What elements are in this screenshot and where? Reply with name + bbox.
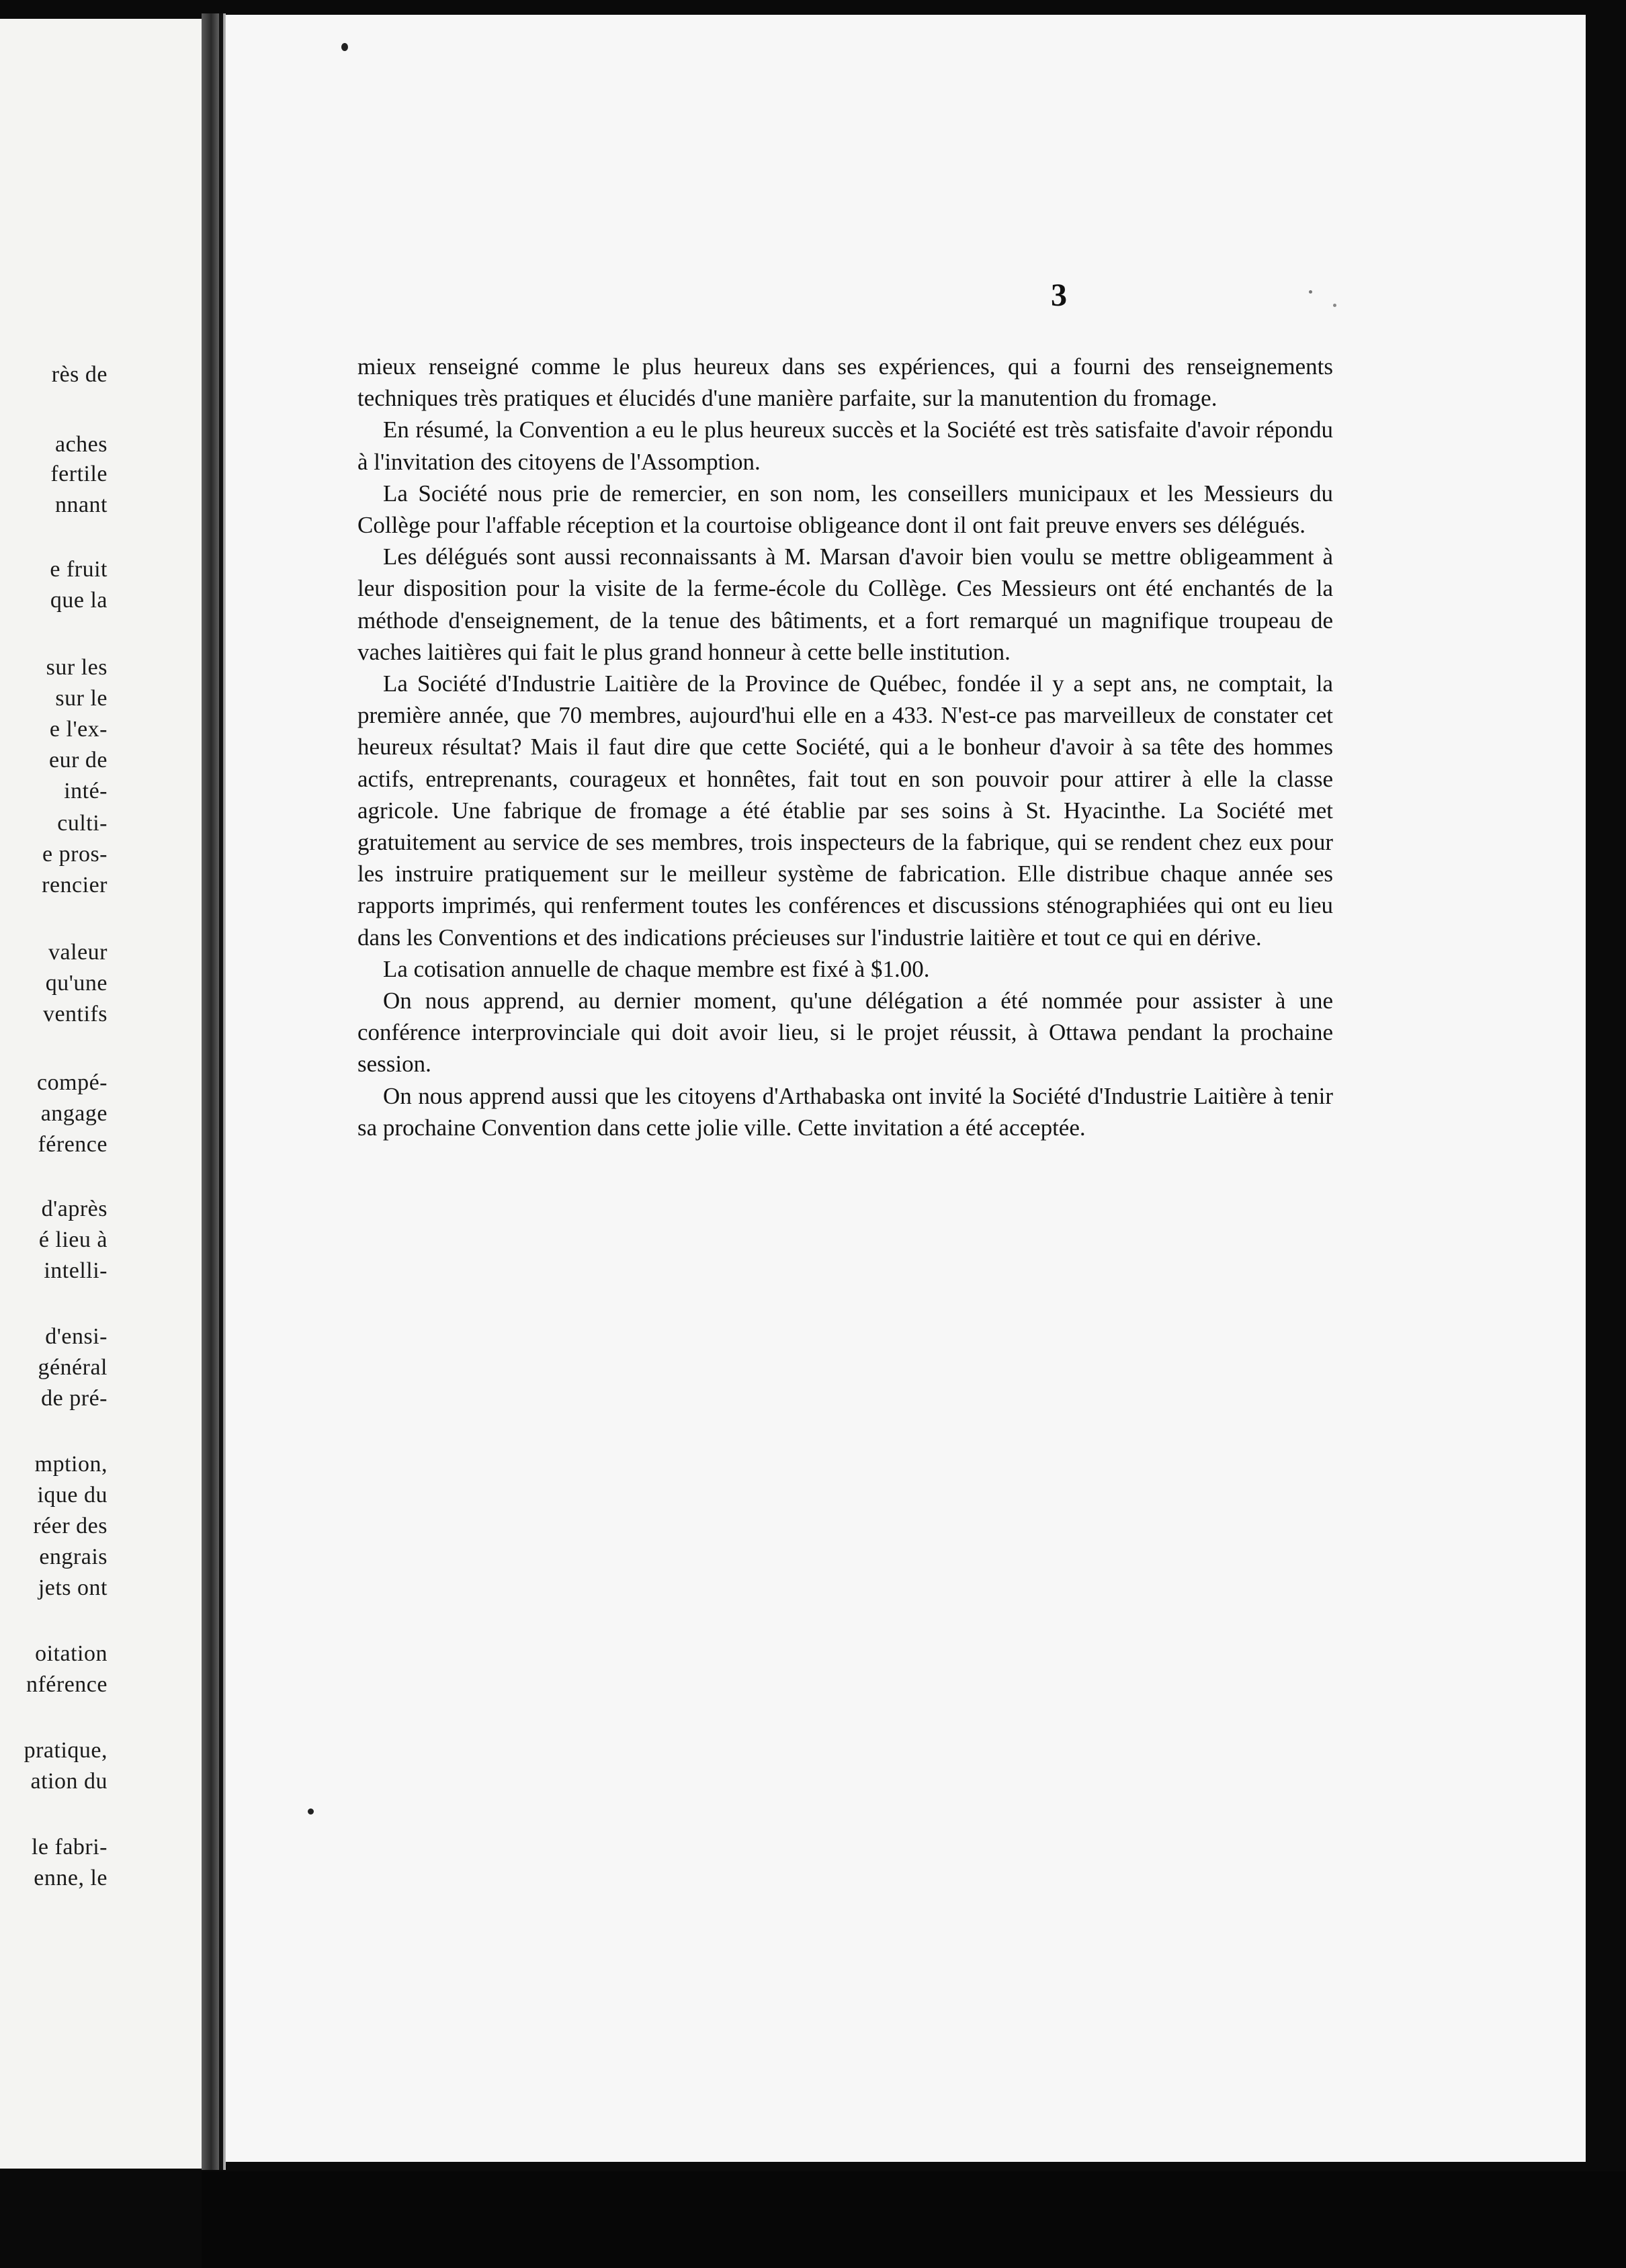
scan-speck	[1309, 290, 1312, 294]
paragraph: La Société nous prie de remercier, en son nom, les conseillers municipaux et les Messieurs du Collège pour l'affable réception et la courtoise obligeance dont il ont fait preuve envers ses délégués.	[357, 480, 1333, 539]
facing-page-line: e fruit	[50, 557, 108, 582]
paragraph: En résumé, la Convention a eu le plus heureux succès et la Société est très satisfaite d'avoir répondu à l'invitation des citoyens de l'Assomption.	[357, 417, 1333, 475]
paragraph: La cotisation annuelle de chaque membre est fixé à $1.00.	[383, 955, 930, 982]
facing-page-line: pratique,	[24, 1738, 108, 1763]
document-page	[226, 15, 1586, 2162]
facing-page-line: e pros-	[42, 842, 108, 867]
facing-page	[0, 19, 202, 2169]
facing-page-line: compé-	[37, 1070, 108, 1095]
scan-speck	[1333, 304, 1336, 307]
facing-page-line: sur les	[46, 655, 108, 680]
paragraph: mieux renseigné comme le plus heureux dans ses expériences, qui a fourni des renseignements techniques très pratiques et élucidés d'une manière parfaite, sur la manutention du fromage.	[357, 353, 1333, 412]
facing-page-line: intelli-	[44, 1258, 108, 1283]
facing-page-line: ventifs	[42, 1002, 108, 1027]
facing-page-line: férence	[38, 1132, 108, 1157]
facing-page-line: réer des	[33, 1514, 108, 1538]
facing-page-line: inté-	[64, 779, 108, 803]
page-bottom-edge	[202, 2171, 1626, 2268]
facing-page-line: ation du	[30, 1769, 108, 1794]
paragraph: On nous apprend aussi que les citoyens d'Arthabaska ont invité la Société d'Industrie Laitière à tenir sa prochaine Convention dans cette jolie ville. Cette invitation a été acceptée.	[357, 1082, 1333, 1141]
facing-page-line: oitation	[35, 1641, 108, 1666]
paragraph: La Société d'Industrie Laitière de la Province de Québec, fondée il y a sept ans, ne comptait, la première année, que 70 membres, aujourd'hui elle en a 433. N'est-ce pas marveilleux de constater cet heureux résultat? Mais il faut dire que cette Société, qui a le bonheur d'avoir à sa tête des hommes actifs, entreprenants, courageux et honnêtes, fait tout en son pouvoir pour attirer à elle la classe agricole. Une fabrique de fromage a été établie par ses soins à St. Hyacinthe. La Société met gratuitement au service de ses membres, trois inspecteurs de la fabrique, qui se rendent chez eux pour les instruire pratiquement sur le meilleur système de fabrication. Elle distribue chaque année ses rapports imprimés, qui renferment toutes les conférences et discussions sténographiées qui ont eu lieu dans les Conventions et des indications précieuses sur l'industrie laitière et tout ce qui en dérive.	[357, 670, 1333, 951]
facing-page-line: enne, le	[34, 1866, 108, 1890]
paragraph: On nous apprend, au dernier moment, qu'une délégation a été nommée pour assister à une conférence interprovinciale qui doit avoir lieu, si le projet réussit, à Ottawa pendant la prochaine session.	[357, 988, 1333, 1078]
facing-page-line: nnant	[54, 492, 108, 517]
page-body	[357, 351, 1333, 1143]
facing-page-line: jets ont	[38, 1575, 108, 1600]
gutter-shadow	[219, 13, 223, 2170]
facing-page-line: engrais	[39, 1544, 108, 1569]
page-number: 3	[1051, 277, 1067, 313]
scan-speck	[341, 43, 348, 51]
facing-page-line: e l'ex-	[49, 717, 108, 742]
facing-page-line: culti-	[57, 811, 108, 836]
facing-page-line: valeur	[48, 940, 108, 965]
facing-page-line: eur de	[48, 748, 108, 773]
facing-page-line: qu'une	[45, 971, 108, 996]
paragraph: Les délégués sont aussi reconnaissants à M. Marsan d'avoir bien voulu se mettre obligeamment à leur disposition pour la visite de la ferme-école du Collège. Ces Messieurs ont été enchantés de la méthode d'enseignement, de la tenue des bâtiments, et a fort remarqué un magnifique troupeau de vaches laitières qui fait le plus grand honneur à cette belle institution.	[357, 543, 1333, 665]
facing-page-line: le fabri-	[31, 1835, 108, 1860]
facing-page-line: é lieu à	[38, 1227, 108, 1252]
facing-page-line: fertile	[50, 462, 108, 486]
facing-page-line: aches	[54, 432, 108, 457]
facing-page-line: d'ensi-	[45, 1324, 108, 1349]
facing-page-line: rès de	[51, 362, 108, 387]
facing-page-line: angage	[40, 1101, 108, 1126]
facing-page-line: nférence	[26, 1672, 108, 1697]
facing-page-line: général	[38, 1355, 108, 1380]
facing-page-line: mption,	[34, 1452, 108, 1477]
facing-page-line: de pré-	[41, 1386, 108, 1411]
facing-page-line: ique du	[37, 1483, 108, 1508]
facing-page-line: sur le	[55, 686, 108, 711]
facing-page-line: que la	[50, 588, 108, 613]
facing-page-line: rencier	[42, 873, 108, 898]
facing-page-line: d'après	[41, 1196, 108, 1221]
scan-speck	[308, 1808, 314, 1815]
